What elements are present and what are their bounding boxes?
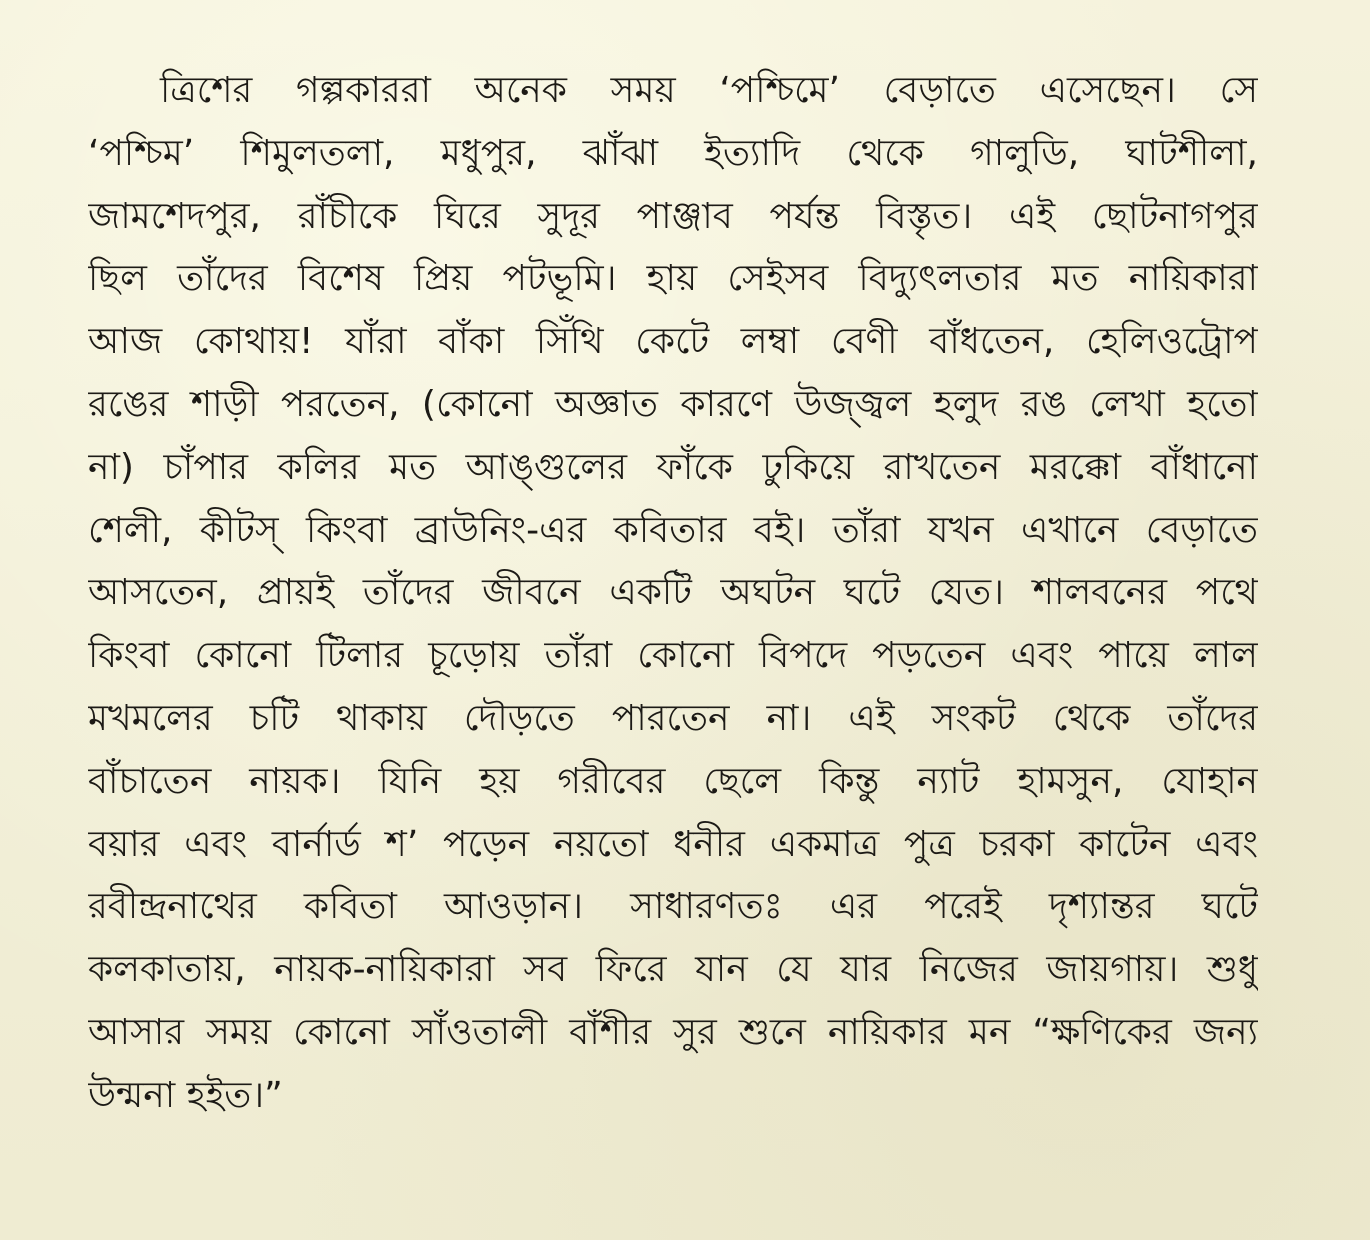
text-line-14: রবীন্দ্রনাথের কবিতা আওড়ান। সাধারণতঃ এর পরেই দৃশ্যান্তর ঘটে	[88, 886, 1258, 928]
text-line-2: ‘পশ্চিম’ শিমুলতলা, মধুপুর, ঝাঁঝা ইত্যাদি থেকে গালুডি, ঘাটশীলা,	[88, 132, 1258, 174]
text-line-1: ত্রিশের গল্পকাররা অনেক সময় ‘পশ্চিমে’ বেড়াতে এসেছেন। সে	[160, 70, 1258, 111]
text-line-4: ছিল তাঁদের বিশেষ প্রিয় পটভূমি। হায় সেইসব বিদ্যুৎলতার মত নায়িকারা	[88, 258, 1258, 300]
text-line-10: কিংবা কোনো টিলার চূড়োয় তাঁরা কোনো বিপদে পড়তেন এবং পায়ে লাল	[88, 635, 1258, 677]
paragraph	[88, 60, 1258, 1128]
text-line-8: শেলী, কীটস্ কিংবা ব্রাউনিং-এর কবিতার বই। তাঁরা যখন এখানে বেড়াতে	[88, 509, 1258, 551]
text-line-15: কলকাতায়, নায়ক-নায়িকারা সব ফিরে যান যে যার নিজের জায়গায়। শুধু	[88, 949, 1258, 991]
text-line-17: উন্মনা হইত।”	[88, 1074, 283, 1116]
text-line-12: বাঁচাতেন নায়ক। যিনি হয় গরীবের ছেলে কিন্তু ন্যাট হামসুন, যোহান	[88, 760, 1258, 802]
text-line-13: বয়ার এবং বার্নার্ড শ’ পড়েন নয়তো ধনীর একমাত্র পুত্র চরকা কাটেন এবং	[88, 823, 1258, 865]
text-line-11: মখমলের চটি থাকায় দৌড়তে পারতেন না। এই সংকট থেকে তাঁদের	[88, 697, 1258, 739]
text-line-5: আজ কোথায়! যাঁরা বাঁকা সিঁথি কেটে লম্বা বেণী বাঁধতেন, হেলিওট্রোপ	[88, 321, 1258, 363]
text-line-9: আসতেন, প্রায়ই তাঁদের জীবনে একটি অঘটন ঘটে যেত। শালবনের পথে	[88, 572, 1258, 614]
text-line-3: জামশেদপুর, রাঁচীকে ঘিরে সুদূর পাঞ্জাব পর্যন্ত বিস্তৃত। এই ছোটনাগপুর	[88, 195, 1258, 237]
text-line-16: আসার সময় কোনো সাঁওতালী বাঁশীর সুর শুনে নায়িকার মন “ক্ষণিকের জন্য	[88, 1011, 1258, 1053]
text-line-7: না) চাঁপার কলির মত আঙ্গুলের ফাঁকে ঢুকিয়ে রাখতেন মরক্কো বাঁধানো	[88, 446, 1258, 488]
text-line-6: রঙের শাড়ী পরতেন, (কোনো অজ্ঞাত কারণে উজ্জ্বল হলুদ রঙ লেখা হতো	[88, 383, 1258, 425]
